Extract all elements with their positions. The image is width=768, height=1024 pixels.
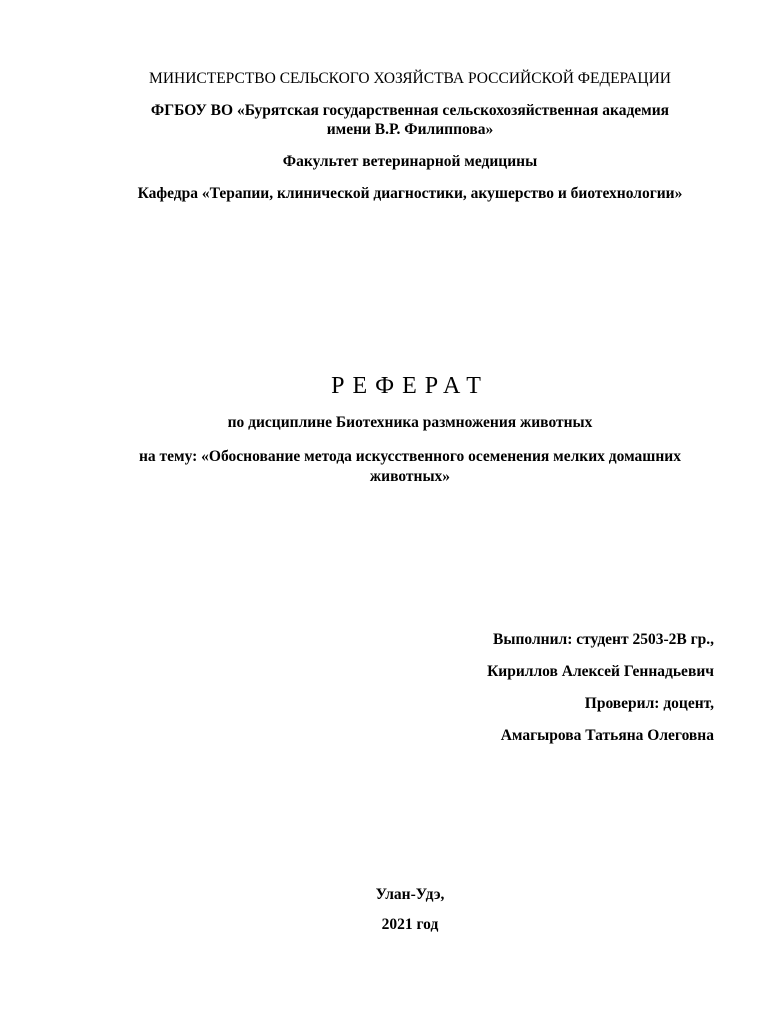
topic-line1: на тему: «Обоснование метода искусственного осеменения мелких домашних [138, 448, 681, 465]
checked-by-line: Проверил: доцент, [584, 695, 714, 712]
topic-line2: животных» [369, 468, 451, 485]
city-line: Улан-Удэ, [375, 886, 445, 903]
performed-by-line: Выполнил: студент 2503-2В гр., [493, 631, 714, 648]
year-line: 2021 год [381, 916, 439, 933]
faculty-name: Факультет ветеринарной медицины [282, 153, 538, 170]
institution-name-line2: имени В.Р. Филиппова» [326, 121, 494, 138]
institution-name-line1: ФГБОУ ВО «Бурятская государственная сельскохозяйственная академия [150, 102, 670, 119]
ministry-heading: МИНИСТЕРСТВО СЕЛЬСКОГО ХОЗЯЙСТВА РОССИЙСКОЙ ФЕДЕРАЦИИ [149, 70, 671, 87]
discipline-line: по дисциплине Биотехника размножения животных [227, 414, 593, 431]
student-name: Кириллов Алексей Геннадьевич [487, 663, 714, 680]
document-title: РЕФЕРАТ [331, 373, 489, 399]
teacher-name: Амагырова Татьяна Олеговна [500, 727, 714, 744]
department-name: Кафедра «Терапии, клинической диагностики, акушерство и биотехнологии» [137, 185, 683, 202]
